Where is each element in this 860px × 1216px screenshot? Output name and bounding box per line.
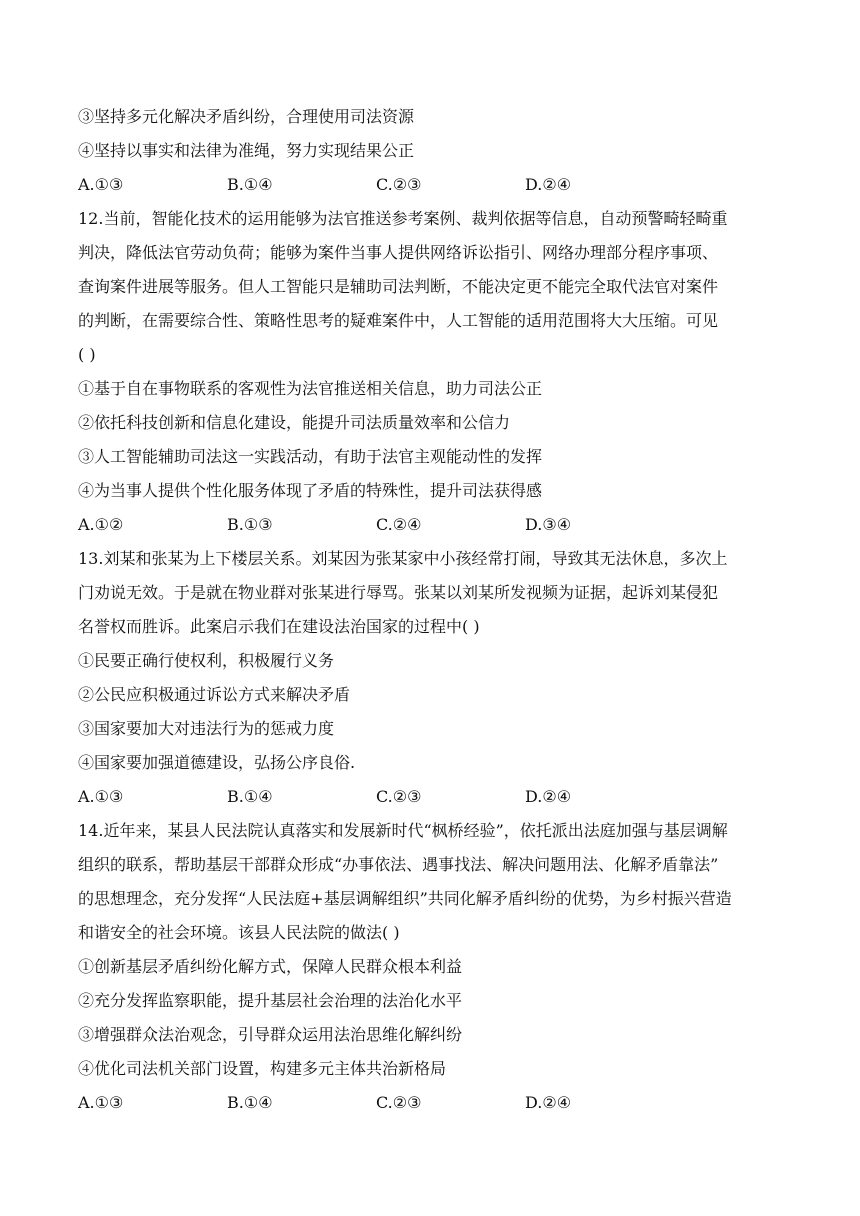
q13-option-4: ④国家要加强道德建设，弘扬公序良俗.	[78, 753, 356, 772]
q12-stem-line: 12.当前，智能化技术的运用能够为法官推送参考案例、裁判依据等信息，自动预警畸轻畸重	[78, 209, 728, 228]
q14-option-3: ③增强群众法治观念，引导群众运用法治思维化解纠纷	[78, 1025, 463, 1044]
q13-stem-line: 13.刘某和张某为上下楼层关系。刘某因为张某家中小孩经常打闹，导致其无法休息，多次上	[78, 549, 728, 568]
q12-choice-d: D.③④	[525, 515, 572, 534]
q14-option-4: ④优化司法机关部门设置，构建多元主体共治新格局	[78, 1059, 447, 1078]
q14-stem-line: 14.近年来，某县人民法院认真落实和发展新时代“枫桥经验”，依托派出法庭加强与基层调解	[78, 821, 728, 840]
q13-choice-a: A.①③	[78, 787, 124, 806]
question-14	[78, 814, 784, 1120]
question-11-tail	[78, 100, 784, 202]
q13-option-1: ①民要正确行使权利，积极履行义务	[78, 651, 335, 670]
q12-stem-line: 判决，降低法官劳动负荷；能够为案件当事人提供网络诉讼指引、网络办理部分程序事项、	[78, 243, 719, 262]
q11-option-3: ③坚持多元化解决矛盾纠纷，合理使用司法资源	[78, 107, 415, 126]
q13-choice-b: B.①④	[227, 787, 273, 806]
q11-choice-b: B.①④	[227, 175, 273, 194]
q13-stem-line: 门劝说无效。于是就在物业群对张某进行辱骂。张某以刘某所发视频为证据，起诉刘某侵犯	[78, 583, 719, 602]
q11-choices	[78, 168, 784, 202]
q14-option-2: ②充分发挥监察职能，提升基层社会治理的法治化水平	[78, 991, 463, 1010]
question-12	[78, 202, 784, 542]
q12-choice-c: C.②④	[376, 515, 422, 534]
question-13	[78, 542, 784, 814]
q13-choice-c: C.②③	[376, 787, 422, 806]
q12-choice-a: A.①②	[78, 515, 124, 534]
q14-choice-d: D.②④	[525, 1093, 572, 1112]
q13-option-3: ③国家要加大对违法行为的惩戒力度	[78, 719, 335, 738]
q12-option-2: ②依托科技创新和信息化建设，能提升司法质量效率和公信力	[78, 413, 511, 432]
q14-stem-line: 的思想理念，充分发挥“人民法庭+基层调解组织”共同化解矛盾纠纷的优势，为乡村振兴营造	[78, 889, 732, 908]
q14-choice-a: A.①③	[78, 1093, 124, 1112]
q12-option-4: ④为当事人提供个性化服务体现了矛盾的特殊性，提升司法获得感	[78, 481, 543, 500]
q13-option-2: ②公民应积极通过诉讼方式来解决矛盾	[78, 685, 351, 704]
q11-choice-d: D.②④	[525, 175, 572, 194]
q14-stem-line: 和谐安全的社会环境。该县人民法院的做法( )	[78, 923, 400, 942]
q14-stem-line: 组织的联系，帮助基层干部群众形成“办事依法、遇事找法、解决问题用法、化解矛盾靠法”	[78, 855, 719, 874]
q12-option-3: ③人工智能辅助司法这一实践活动，有助于法官主观能动性的发挥	[78, 447, 543, 466]
q12-choices	[78, 508, 784, 542]
q12-choice-b: B.①③	[227, 515, 273, 534]
q12-stem-line: 的判断，在需要综合性、策略性思考的疑难案件中，人工智能的适用范围将大大压缩。可见	[78, 311, 719, 330]
q13-stem-line: 名誉权而胜诉。此案启示我们在建设法治国家的过程中( )	[78, 617, 480, 636]
q12-answer-blank: ( )	[78, 345, 96, 364]
q14-choices	[78, 1086, 784, 1120]
q12-option-1: ①基于自在事物联系的客观性为法官推送相关信息，助力司法公正	[78, 379, 543, 398]
q11-choice-a: A.①③	[78, 175, 124, 194]
q13-choices	[78, 780, 784, 814]
q12-stem-line: 查询案件进展等服务。但人工智能只是辅助司法判断，不能决定更不能完全取代法官对案件	[78, 277, 719, 296]
q14-choice-b: B.①④	[227, 1093, 273, 1112]
q13-choice-d: D.②④	[525, 787, 572, 806]
q14-option-1: ①创新基层矛盾纠纷化解方式，保障人民群众根本利益	[78, 957, 463, 976]
q11-option-4: ④坚持以事实和法律为准绳，努力实现结果公正	[78, 141, 415, 160]
q14-choice-c: C.②③	[376, 1093, 422, 1112]
q11-choice-c: C.②③	[376, 175, 422, 194]
